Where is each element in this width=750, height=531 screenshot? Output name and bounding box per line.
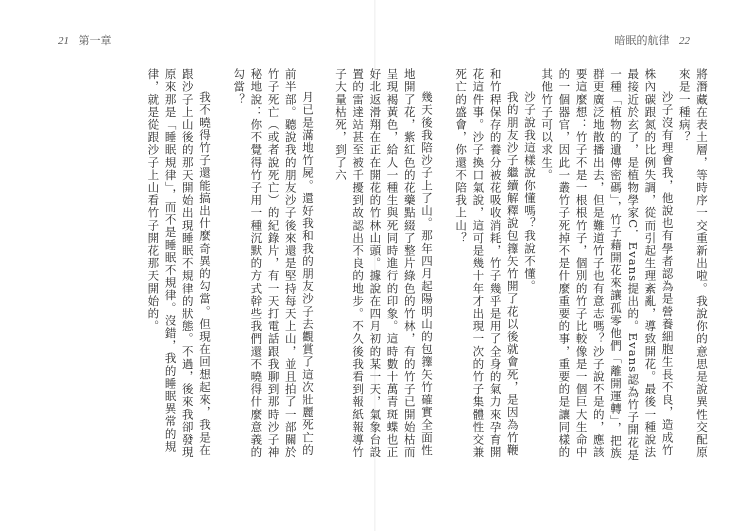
right-page-header	[615, 32, 691, 48]
book-title: 暗眠的航律	[614, 34, 670, 47]
paragraph: 將潛藏在表土層，等時序一交重新出啦。我說你的意思是說異性交配原來是一種病？	[677, 68, 709, 459]
left-page-header	[58, 32, 112, 48]
left-page-body	[48, 68, 333, 468]
right-page-body	[333, 68, 710, 468]
paragraph: 我不曉得竹子還能搞出什麼奇異的勾當。但現在回想起來，我是在跟沙子上山後的那天開始出現睡眠不規律的狀態。不過，後來我卻發現原來那是「睡眠規律」，而不是睡眠不規律。沒錯，我的睡眠異常的規律，就是從跟沙子上山看竹子開花那天開始的。	[146, 68, 212, 459]
paragraph: 沙子沒有理會我，他說也有學者認為是營養細胞生長不良，造成竹株內碳跟氮的比例失調，從而引起生理紊亂，導致開花。最後一種說法最接近於玄了，是植物學家C．Evans提出的。Evans認為竹子開花是一種「植物的遺傳密碼」，竹子藉開花來讓孤零他們「離開運轉」，把族群更廣泛地散播出去，但是難道竹子也有意志嗎？沙子說不是的，應該要這麼想：竹子不是一根根竹子，個別的竹子比較像是一個巨大生命中的一個器官，因此一叢竹子死掉不是什麼重要的事，重要的是讓同樣的其他竹子可以求生。	[540, 68, 675, 462]
right-page	[333, 0, 750, 531]
paragraph: 我的朋友沙子繼續解釋說包籜矢竹開了花以後就會死，是因為竹鞭和竹稈保存的養分被花吸收消耗，竹子幾乎是用了全身的氣力來孕育開花這件事。沙子換口氣說，這可是幾十年才出現一次的竹子集體性交兼死亡的盛會，你還不陪我上山？	[454, 68, 520, 459]
paragraph: 沙子說我這樣說你懂嗎？我說不懂。	[522, 91, 537, 293]
right-page-number: 22	[679, 35, 690, 47]
chapter-title: 第一章	[78, 34, 112, 47]
paragraph: 幾天後我陪沙子上了山。那年四月起陽明山的包籜矢竹確實全面性地開了花，紫紅色的花藥點綴了整片綠色的竹林，有的竹子已開始枯而呈現褐黃色，給人一種生與死同時進行的印象。這時數十萬青斑蝶也正好北返滑翔在正在開花的竹林山頭。據說在四月初的某一天，氣象台設置的雷達站甚至被千擾到故認出不良的地步。不久後我看到報紙報導竹子大量枯死，到了六	[333, 68, 434, 459]
left-page-number: 21	[58, 35, 69, 47]
paragraph: 月已是滿地竹屍。還好我和我的朋友沙子去觀賞了這次壯麗死亡的前半部。聽說我的朋友沙子後來還是堅持每天上山，並且拍了一部關於竹子死亡（或者說死亡）的紀錄片，有一天打電話跟我聊到那時沙子神秘地說：你不覺得竹子用一種沉默的方式幹些我們還不曉得什麼意義的勾當？	[232, 68, 315, 459]
